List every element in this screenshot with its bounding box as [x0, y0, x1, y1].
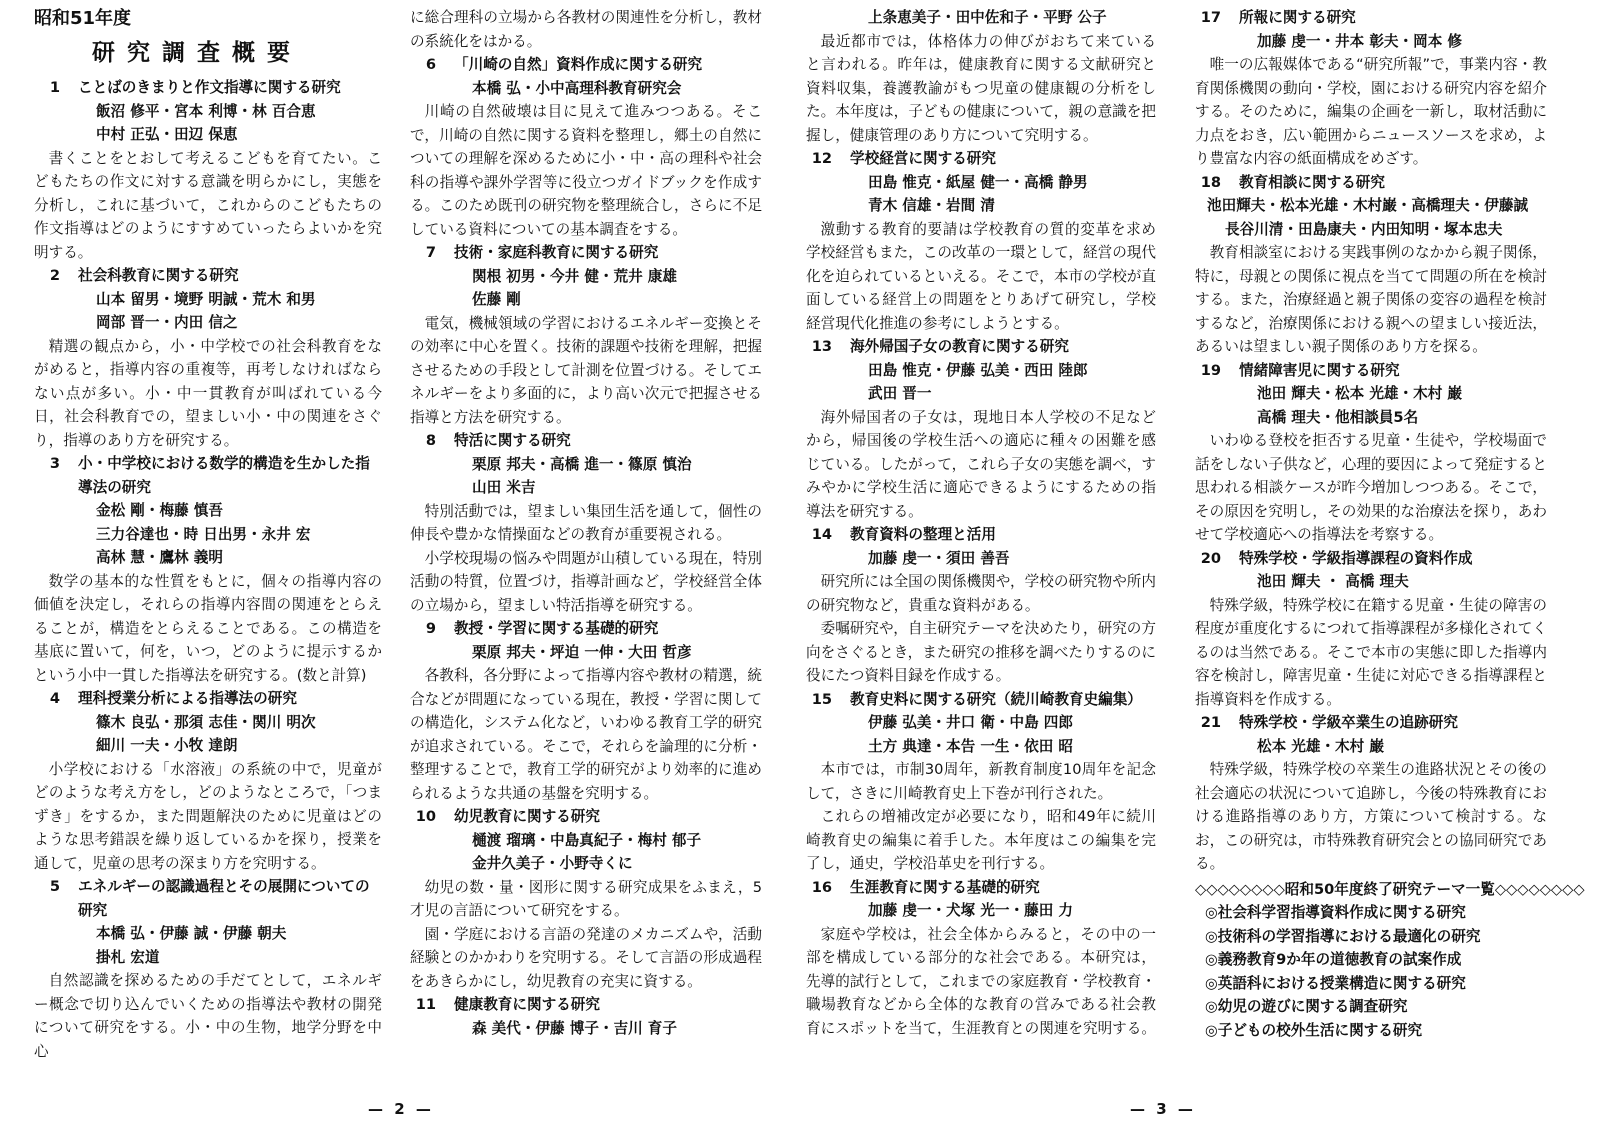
column-1: [34, 6, 382, 1063]
section-20-heading: 20 特殊学校・学級指導課程の資料作成: [1200, 549, 1473, 567]
section-14-authors: 加藤 虔一・須田 善吾: [868, 549, 1010, 567]
section-19-authors: 池田 輝夫・松本 光雄・木村 巌: [1257, 385, 1462, 402]
section-13-body: 海外帰国者の子女は，現地日本人学校の不足などから，帰国後の学校生活への適応に種々の困難を感じている。したがって，これら子女の実態を調べ，すみやかに学校生活に適応できるようにするための指導法を研究する。: [806, 408, 1156, 520]
section-17-body: 唯一の広報媒体である“研究所報”で，事業内容・教育関係機関の動向・学校，園における研究内容を紹介する。そのために，編集の企画を一新し，取材活動に力点をおき，広い範囲からニュースソースを求め，より豊富な内容の紙面構成をめざす。: [1195, 56, 1547, 167]
section-14-heading: 14 教育資料の整理と活用: [811, 526, 996, 543]
section-18-authors: 長谷川清・田島康夫・内田知明・塚本忠夫: [1225, 220, 1503, 238]
section-9-authors: 栗原 邦夫・坪迫 一伸・大田 哲彦: [472, 643, 692, 661]
section-13-heading: 13 海外帰国子女の教育に関する研究: [811, 338, 1069, 355]
section-7-heading: 7 技術・家庭科教育に関する研究: [425, 244, 659, 261]
section-10-heading: 10 幼児教育に関する研究: [415, 808, 600, 825]
section-3-body: 数学の基本的な性質をもとに，個々の指導内容の価値を決定し，それらの指導内容間の関連をとらえることが，構造をとらえることである。この構造を基底に置いて，何を，いつ，どのように提示するかという小中一貫した指導法を研究する。(数と計算): [34, 572, 382, 684]
section-4-body: 小学校における「水溶液」の系統の中で，児童がどのような考え方をし，どのようなところで，「つまずき」をするか，また問題解決のために児童はどのような思考錯誤を繰り返しているかを探り，授業を通して，児童の思考の深まり方を究明する。: [34, 760, 382, 872]
main-title: 研究調査概要: [92, 40, 302, 66]
section-5-heading: 5 エネルギーの認識過程とその展開についての研究: [49, 878, 370, 919]
section-8-body: 小学校現場の悩みや問題が山積している現在，特別活動の特質，位置づけ，指導計画など，学校経営全体の立場から，望ましい特活指導を研究する。: [410, 549, 762, 614]
right-page: [800, 0, 1600, 1145]
year-title: 昭和51年度: [34, 8, 132, 29]
section-12-authors: 田島 惟克・紙屋 健一・高橋 静男: [868, 173, 1088, 191]
section-15-authors: 伊藤 弘美・井口 衛・中島 四郎: [868, 714, 1073, 731]
completed-theme-item: ◎技術科の学習指導における最適化の研究: [1205, 927, 1481, 945]
section-5-body: 自然認識を探めるための手だてとして，エネルギー概念で切り込んでいくための指導法や教材の開発について研究をする。小・中の生物，地学分野を中心: [34, 972, 382, 1060]
section-18-body: 教育相談室における実践事例のなかから親子関係，特に，母親との関係に視点を当てて問題の所在を検討する。また，治療経過と親子関係の変容の過程を検討するなど，治療関係における親への望ましい接近法，あるいは望ましい親子関係のあり方を探る。: [1195, 244, 1547, 355]
section-10-authors: 樋渡 瑠璃・中島真紀子・梅村 郁子: [472, 831, 702, 849]
section-2-heading: 2 社会科教育に関する研究: [49, 267, 239, 284]
section-2-authors: 岡部 晋一・内田 信之: [96, 314, 238, 331]
section-19-body: いわゆる登校を拒否する児童・生徒や，学校場面で話をしない子供など，心理的要因によって発症すると思われる相談ケースが昨今増加しつつある。そこで，その原因を究明し，その効果的な治療法を探り，あわせて学校適応への指導法を考察する。: [1195, 432, 1547, 543]
completed-theme-item: ◎幼児の遊びに関する調査研究: [1205, 998, 1408, 1015]
section-11-authors: 上条恵美子・田中佐和子・平野 公子: [868, 9, 1107, 26]
section-8-heading: 8 特活に関する研究: [425, 432, 571, 449]
section-21-authors: 松本 光雄・木村 巌: [1257, 737, 1384, 755]
completed-themes-heading: ◇◇◇◇◇◇◇◇昭和50年度終了研究テーマ一覧◇◇◇◇◇◇◇◇: [1195, 880, 1585, 898]
section-16-authors: 加藤 虔一・犬塚 光一・藤田 力: [868, 902, 1073, 919]
section-8-body: 特別活動では，望ましい集団生活を通して，個性の伸長や豊かな情操面などの教育が重要視される。: [410, 502, 762, 543]
section-5-body-continued: に総合理科の立場から各教材の関連性を分析し，教材の系統化をはかる。: [410, 9, 762, 50]
section-3-authors: 三力谷達也・時 日出男・永井 宏: [96, 525, 311, 543]
section-11-heading: 11 健康教育に関する研究: [415, 996, 600, 1013]
section-10-authors: 金井久美子・小野寺くに: [472, 855, 633, 872]
section-8-authors: 栗原 邦夫・高橋 進一・篠原 慎治: [472, 455, 692, 473]
section-21-heading: 21 特殊学校・学級卒業生の追跡研究: [1200, 714, 1458, 731]
section-5-authors: 本橋 弘・伊藤 誠・伊藤 朝夫: [96, 925, 287, 942]
section-20-body: 特殊学級，特殊学校に在籍する児童・生徒の障害の程度が重度化するにつれて指導課程が多様化されてくるのは当然である。そこで本市の実態に即した指導内容を検討し，障害児童・生徒に対応できる指導課程と指導資料を作成する。: [1195, 596, 1547, 708]
section-15-body: 本市では，市制30周年，新教育制度10周年を記念して，さきに川崎教育史上下巻が刊行された。: [806, 761, 1156, 802]
section-1-authors: 中村 正弘・田辺 保恵: [96, 126, 238, 143]
section-4-authors: 細川 一夫・小牧 達朗: [96, 737, 238, 754]
section-11-body: 最近都市では，体格体力の伸びがおちて来ていると言われる。昨年は，健康教育に関する文献研究と資料収集，養護教諭がもつ児童の健康観の分析をした。本年度は，子どもの健康について，親の意識を把握し，健康管理のあり方について究明する。: [806, 32, 1156, 144]
section-1-heading: 1 ことばのきまりと作文指導に関する研究: [49, 79, 341, 96]
section-3-authors: 高林 慧・鷹林 義明: [96, 549, 223, 566]
column-4: [1195, 6, 1585, 1042]
section-6-body: 川崎の自然破壊は目に見えて進みつつある。そこで，川崎の自然に関する資料を整理し，郷土の自然についての理解を深めるために小・中・高の理科や社会科の指導や課外学習等に役立つガイドブックを作成する。このため既刊の研究物を整理統合し，さらに不足している資料についての基本調査をする。: [410, 103, 762, 238]
section-12-body: 激動する教育的要請は学校教育の質的変革を求め学校経営もまた，この改革の一環として，経営の現代化を迫られているといえる。そこで，本市の学校が直面している経営上の問題をとりあげて研究し，学校経営現代化推進の参考にしようとする。: [806, 220, 1156, 332]
section-17-heading: 17 所報に関する研究: [1200, 9, 1356, 26]
section-4-authors: 篠木 良弘・那須 志佳・関川 明次: [96, 713, 316, 731]
section-15-authors: 土方 典達・本告 一生・依田 昭: [868, 737, 1073, 755]
section-6-heading: 6 「川崎の自然」資料作成に関する研究: [425, 56, 703, 73]
section-16-body: 家庭や学校は，社会全体からみると，その中の一部を構成している部分的な社会である。本研究は，先導的試行として，これまでの家庭教育・学校教育・職場教育などから全体的な教育の営みである社会教育にスポットを当て，生涯教育との関連を究明する。: [806, 925, 1156, 1037]
section-18-authors: 池田輝夫・松本光雄・木村巌・高橋理夫・伊藤誠: [1207, 197, 1529, 214]
section-3-heading: 3 小・中学校における数学的構造を生かした指導法の研究: [49, 455, 370, 496]
section-15-heading: 15 教育史料に関する研究（続川崎教育史編集）: [811, 690, 1142, 708]
section-2-body: 精選の観点から，小・中学校での社会科教育をながめると，指導内容の重複等，再考しなければならない点が多い。小・中一貫教育が叫ばれている今日，社会科教育での，望ましい小・中の関連をさぐり，指導のあり方を研究する。: [34, 337, 382, 449]
section-10-body: 幼児の数・量・図形に関する研究成果をふまえ，5才児の言語について研究をする。: [410, 878, 762, 919]
section-19-authors: 高橋 理夫・他相談員5名: [1257, 408, 1419, 426]
section-21-body: 特殊学級，特殊学校の卒業生の進路状況とその後の社会適応の状況について追跡し，今後の特殊教育における進路指導のあり方，方策について検討する。なお，この研究は，市特殊教育研究会との協同研究である。: [1195, 761, 1547, 872]
page-number: — 3 —: [1130, 1100, 1196, 1118]
section-15-body: これらの増補改定が必要になり，昭和49年に続川崎教育史の編集に着手した。本年度はこの編集を完了し，通史，学校沿革史を刊行する。: [806, 808, 1156, 872]
section-9-body: 各教科，各分野によって指導内容や教材の精選，統合などが問題になっている現在，教授・学習に関しての構造化，システム化など，いわゆる教育工学的研究が追求されている。そこで，それらを論理的に分析・整理することで，教育工学的研究がより効率的に進められるような共通の基盤を究明する。: [410, 667, 762, 802]
column-3: [806, 6, 1156, 1040]
section-10-body: 園・学庭における言語の発達のメカニズムや，活動経験とのかかわりを究明する。そして言語の形成過程をあきらかにし，幼児教育の充実に資する。: [410, 925, 762, 990]
section-7-body: 電気，機械領域の学習におけるエネルギー変換とその効率に中心を置く。技術的課題や技術を理解，把握させるための手段として計測を位置づける。そしてエネルギーをより多面的に，より高い次元で把握させる指導と方法を研究する。: [410, 314, 762, 426]
section-1-authors: 飯沼 修平・宮本 利博・林 百合恵: [96, 102, 316, 120]
section-6-authors: 本橋 弘・小中高理科教育研究会: [472, 79, 682, 97]
section-12-authors: 青木 信雄・岩間 清: [868, 197, 995, 214]
section-2-authors: 山本 留男・境野 明誠・荒木 和男: [96, 290, 316, 308]
completed-theme-item: ◎社会科学習指導資料作成に関する研究: [1205, 904, 1466, 921]
section-13-authors: 田島 惟克・伊藤 弘美・西田 陸郎: [868, 361, 1088, 379]
section-13-authors: 武田 晋一: [868, 385, 932, 402]
section-18-heading: 18 教育相談に関する研究: [1200, 173, 1385, 191]
section-9-heading: 9 教授・学習に関する基礎的研究: [425, 620, 659, 637]
section-20-authors: 池田 輝夫 ・ 高橋 理夫: [1257, 573, 1409, 590]
column-2: [410, 6, 762, 1040]
section-14-body: 委嘱研究や，自主研究テーマを決めたり，研究の方向をさぐるとき，また研究の推移を調べたりするのに役にたつ資料目録を作成する。: [806, 620, 1156, 684]
section-11-authors: 森 美代・伊藤 博子・吉川 育子: [472, 1019, 677, 1037]
completed-theme-item: ◎子どもの校外生活に関する研究: [1205, 1021, 1423, 1039]
page-number: — 2 —: [368, 1100, 434, 1118]
section-3-authors: 金松 剛・梅藤 慎吾: [96, 502, 223, 519]
section-17-authors: 加藤 虔一・井本 彰夫・岡本 修: [1257, 32, 1462, 50]
section-14-body: 研究所には全国の関係機関や，学校の研究物や所内の研究物など，貴重な資料がある。: [806, 573, 1156, 614]
section-8-authors: 山田 米吉: [472, 479, 536, 496]
section-19-heading: 19 情緒障害児に関する研究: [1200, 361, 1400, 379]
section-7-authors: 佐藤 剛: [472, 291, 521, 308]
section-1-body: 書くことをとおして考えるこどもを育てたい。こどもたちの作文に対する意識を明らかにし，実態を分析し，これに基づいて，これからのこどもたちの作文指導はどのようにすすめていったらよいかを究明する。: [34, 149, 382, 261]
section-4-heading: 4 理科授業分析による指導法の研究: [49, 690, 297, 707]
section-12-heading: 12 学校経営に関する研究: [811, 150, 996, 167]
completed-theme-item: ◎英語科における授業構造に関する研究: [1205, 974, 1466, 992]
section-5-authors: 掛札 宏道: [96, 948, 160, 966]
section-16-heading: 16 生涯教育に関する基礎的研究: [811, 878, 1040, 896]
section-7-authors: 関根 初男・今井 健・荒井 康雄: [472, 267, 677, 285]
completed-theme-item: ◎義務教育9か年の道徳教育の試案作成: [1205, 951, 1462, 968]
